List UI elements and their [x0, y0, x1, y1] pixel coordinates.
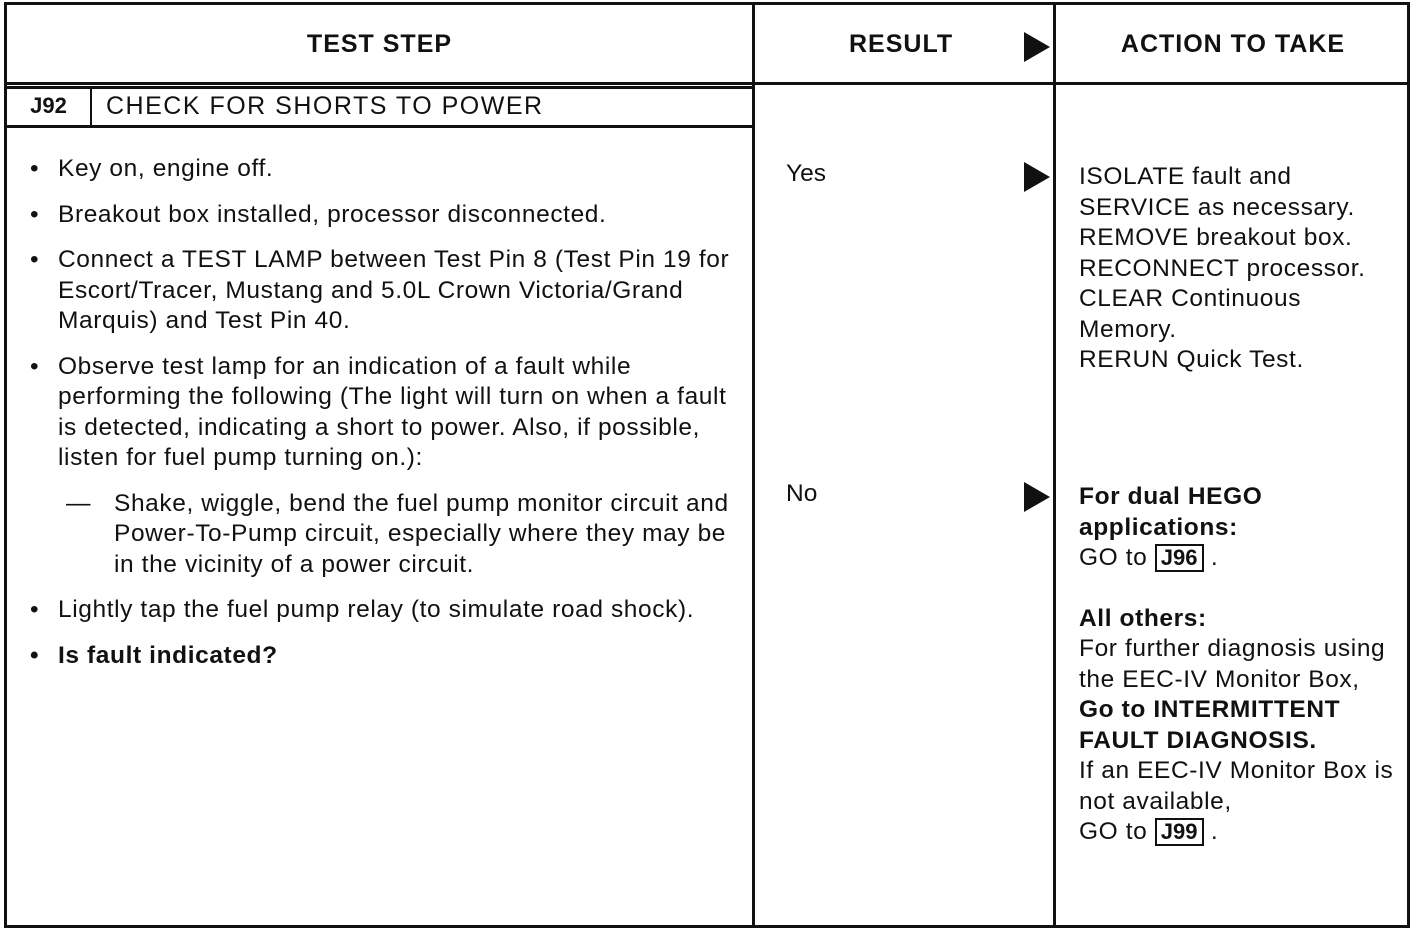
step-id-divider: [90, 86, 92, 128]
procedure-item: • Key on, engine off.: [30, 154, 730, 185]
go-to-text: GO to: [1079, 544, 1148, 571]
step-title: CHECK FOR SHORTS TO POWER: [106, 91, 544, 120]
procedure-subitem: — Shake, wiggle, bend the fuel pump monitor circuit and Power-To-Pump circuit, especially where they may be in the vicinity of a power circuit.: [30, 489, 730, 581]
action-line: REMOVE breakout box.: [1079, 224, 1353, 251]
period: .: [1210, 818, 1219, 845]
no-actions: [1079, 482, 1399, 848]
yes-arrow-icon: [1024, 162, 1050, 192]
go-to-line-1: [1079, 543, 1399, 574]
action-line: RECONNECT processor.: [1079, 254, 1366, 282]
procedure-item: • Observe test lamp for an indication of a fault while performing the following (The light will turn on when a fault is detected, indicating a short to power. Also, if possible, listen for fuel pump turning on.):: [30, 352, 730, 474]
column-divider-2: [1053, 2, 1056, 928]
period: .: [1210, 544, 1219, 571]
procedure-list: [30, 154, 730, 686]
action-line: RERUN Quick Test.: [1079, 346, 1304, 373]
action-header: ACTION TO TAKE: [1120, 29, 1346, 58]
step-id: J92: [30, 93, 67, 118]
go-to-text: GO to: [1079, 818, 1148, 845]
unavailable-text: If an EEC-IV Monitor Box is not available,: [1079, 757, 1394, 815]
procedure-question: • Is fault indicated?: [30, 641, 730, 672]
no-arrow-icon: [1024, 482, 1050, 512]
result-yes: Yes: [786, 160, 826, 187]
dual-hego-heading: For dual HEGO applications:: [1079, 483, 1263, 541]
header-arrow-icon: [1024, 32, 1050, 62]
action-line: ISOLATE fault and SERVICE as necessary.: [1079, 163, 1355, 221]
all-others-heading: All others:: [1079, 604, 1207, 632]
yes-actions: [1079, 162, 1399, 376]
action-line: CLEAR Continuous Memory.: [1079, 285, 1302, 343]
procedure-item: • Connect a TEST LAMP between Test Pin 8 (Test Pin 19 for Escort/Tracer, Mustang and 5.0L Crown Victoria/Grand Marquis) and Test Pin 40.: [30, 245, 730, 337]
all-others-text: [1079, 634, 1399, 756]
column-divider-1: [752, 2, 755, 928]
step-ref-j96[interactable]: J96: [1155, 544, 1204, 572]
procedure-item: • Lightly tap the fuel pump relay (to simulate road shock).: [30, 595, 730, 626]
result-header: RESULT: [849, 29, 954, 58]
step-ref-j99[interactable]: J99: [1155, 818, 1204, 846]
diagnosis-text: For further diagnosis using the EEC-IV Monitor Box,: [1079, 635, 1386, 693]
procedure-item: • Breakout box installed, processor disconnected.: [30, 200, 730, 231]
step-title-divider: [4, 125, 755, 128]
intermittent-fault-link: Go to INTERMITTENT FAULT DIAGNOSIS.: [1079, 696, 1341, 754]
go-to-line-2: [1079, 817, 1399, 848]
test-step-header: TEST STEP: [306, 29, 453, 58]
result-no: No: [786, 480, 818, 507]
